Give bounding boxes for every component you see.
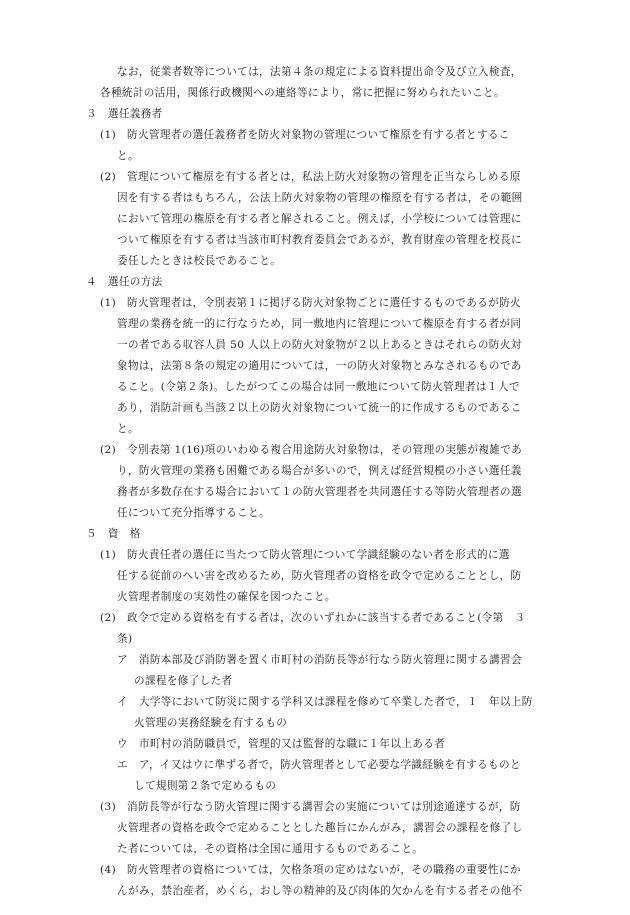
list-item-line: 火管理の実務経験を有するもの	[134, 717, 288, 729]
paragraph-line: 各種統計の活用，関係行政機関への連絡等により，常に把握に努められたいこと。	[100, 87, 505, 99]
paragraph-line: 象物は，法第８条の規定の適用については，一の防火対象物とみなされるものであ	[117, 360, 522, 372]
list-item-line: の課程を修了した者	[134, 675, 233, 687]
list-item-line: エ ア，イ又はウに準ずる者で，防火管理者として必要な学識経験を有するものと	[117, 759, 521, 771]
paragraph-line: (2) 政令で定める資格を有する者は，次のいずれかに該当する者であること(令第 ３	[100, 612, 526, 624]
list-item-line: ウ 市町村の消防職員で，管理的又は監督的な職に１年以上ある者	[117, 738, 446, 750]
paragraph-line: ついて権原を有する者は当該市町村教育委員会であるが，教育財産の管理を校長に	[117, 234, 522, 246]
paragraph-line: た者については，その資格は全国に通用するものであること。	[117, 843, 424, 855]
paragraph-line: 任する従前のへい害を改めるため，防火管理者の資格を政令で定めることとし，防	[117, 570, 522, 582]
paragraph-line: 管理の業務を統一的に行なうため，同一敷地内に管理について権原を有する者が同	[117, 318, 522, 330]
paragraph-line: (3) 消防長等が行なう防火管理に関する講習会の実施については別途通達するが，防	[100, 801, 521, 813]
paragraph-line: 火管理者の資格を政令で定めることとした趣旨にかんがみ，講習会の課程を修了し	[117, 822, 523, 834]
paragraph-line: 火管理者制度の実効性の確保を図つたこと。	[117, 591, 336, 603]
paragraph-line: ること。(令第２条)。したがつてこの場合は同一敷地について防火管理者は１人で	[117, 381, 520, 393]
paragraph-line: (4) 防火管理者の資格については，欠格条項の定めはないが，その職務の重要性にか	[100, 864, 521, 876]
paragraph-line: (2) 管理について権原を有する者とは，私法上防火対象物の管理を正当ならしめる原	[100, 171, 521, 183]
paragraph-line: (1) 防火管理者は，令別表第１に掲げる防火対象物ごとに選任するものであるが防火	[100, 297, 521, 309]
paragraph-line: んがみ，禁治産者，めくら，おし等の精神的及び肉体的欠かんを有する者その他不	[117, 885, 523, 897]
paragraph-line: あり，消防計画も当該２以上の防火対象物について統一的に作成するものであるこ	[117, 402, 522, 414]
paragraph-line: り，防火管理の業務も困難である場合が多いので，例えば経営規模の小さい選任義	[117, 465, 522, 477]
section-heading: ３ 選任義務者	[86, 108, 163, 120]
list-item-line: して規則第２条で定めるもの	[134, 780, 277, 792]
section-heading: ５ 資 格	[86, 528, 141, 540]
paragraph-line: 条)	[117, 633, 133, 645]
section-heading: ４ 選任の方法	[86, 276, 163, 288]
list-item-line: イ 大学等において防災に関する学科又は課程を修めて卒業した者で，１ 年以上防	[117, 696, 533, 708]
paragraph-line: 務者が多数存在する場合において１の防火管理者を共同選任する等防火管理者の選	[117, 486, 522, 498]
paragraph-line: 一の者である収容人員 50 人以上の防火対象物が２以上あるときはそれらの防火対	[117, 339, 522, 351]
paragraph-line: (2) 令別表第 1(16)項のいわゆる複合用途防火対象物は，その管理の実態が複雑であ	[100, 444, 523, 456]
paragraph-line: において管理の権原を有する者と解されること。例えば，小学校については管理に	[117, 213, 522, 225]
paragraph-line: (1) 防火責任者の選任に当たつて防火管理について学識経験のない者を形式的に選	[100, 549, 510, 561]
paragraph-line: 委任したときは校長であること。	[117, 255, 282, 267]
paragraph-line: (1) 防火管理者の選任義務者を防火対象物の管理について権原を有する者とするこ	[100, 129, 510, 141]
list-item-line: ア 消防本部及び消防署を置く市町村の消防長等が行なう防火管理に関する講習会	[117, 654, 522, 666]
paragraph-line: と。	[117, 423, 139, 435]
paragraph-line: なお，従業者数等については，法第４条の規定による資料提出命令及び立入検査，	[117, 66, 522, 78]
paragraph-line: 任について充分指導すること。	[117, 507, 270, 519]
paragraph-line: と。	[117, 150, 139, 162]
paragraph-line: 因を有する者はもちろん，公法上防火対象物の管理の権原を有する者は，その範囲	[117, 192, 523, 204]
